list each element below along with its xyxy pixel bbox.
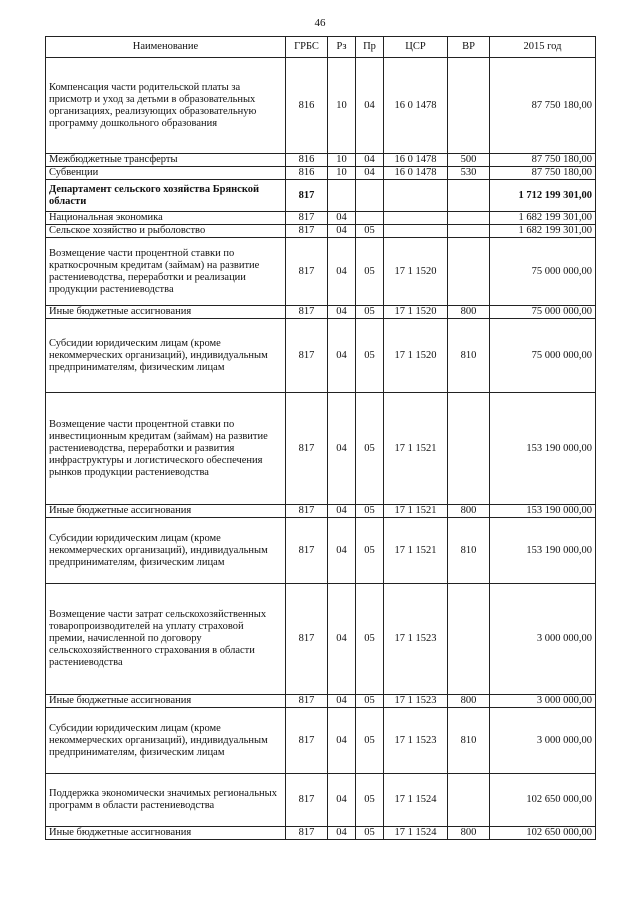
row-pr: 05 [356,774,384,827]
row-csr: 17 1 1520 [384,319,448,393]
header-pr: Пр [356,37,384,58]
row-rz: 10 [328,154,356,167]
row-csr [384,212,448,225]
row-grbs: 816 [286,154,328,167]
row-amount: 153 190 000,00 [490,518,596,584]
row-rz: 10 [328,167,356,180]
row-vr: 530 [448,167,490,180]
row-csr: 17 1 1520 [384,306,448,319]
row-csr: 17 1 1523 [384,708,448,774]
budget-table [45,36,596,840]
row-pr: 05 [356,708,384,774]
row-vr: 800 [448,306,490,319]
row-pr [356,180,384,212]
row-vr [448,238,490,306]
row-rz: 04 [328,774,356,827]
row-name: Субсидии юридическим лицам (кроме некоммерческих организаций), индивидуальным предпринимателям, физическим лицам [46,319,286,393]
row-amount: 1 712 199 301,00 [490,180,596,212]
row-amount: 87 750 180,00 [490,154,596,167]
row-name: Возмещение части процентной ставки по инвестиционным кредитам (займам) на развитие растениеводства, переработки и развития инфраструктуры и логистического обеспечения рынков продукции растениеводства [46,393,286,505]
row-grbs: 816 [286,58,328,154]
row-vr [448,393,490,505]
row-rz: 04 [328,505,356,518]
header-name: Наименование [46,37,286,58]
row-name: Сельское хозяйство и рыболовство [46,225,286,238]
row-vr: 810 [448,518,490,584]
row-pr: 05 [356,505,384,518]
row-rz: 10 [328,58,356,154]
row-pr: 04 [356,154,384,167]
row-name: Национальная экономика [46,212,286,225]
row-grbs: 816 [286,167,328,180]
row-grbs: 817 [286,306,328,319]
row-pr: 05 [356,393,384,505]
row-pr: 04 [356,58,384,154]
row-name: Субвенции [46,167,286,180]
row-csr: 16 0 1478 [384,58,448,154]
row-grbs: 817 [286,584,328,695]
row-name: Поддержка экономически значимых региональных программ в области растениеводства [46,774,286,827]
table-row [46,180,596,212]
table-row [46,518,596,584]
row-name: Департамент сельского хозяйства Брянской области [46,180,286,212]
row-name: Компенсация части родительской платы за присмотр и уход за детьми в образовательных организациях, реализующих образовательную программу дошкольного образования [46,58,286,154]
row-vr [448,584,490,695]
row-vr [448,774,490,827]
row-name: Возмещение части затрат сельскохозяйственных товаропроизводителей на уплату страховой премии, начисленной по договору сельскохозяйственного страхования в области растениеводства [46,584,286,695]
row-vr: 800 [448,827,490,840]
row-csr: 16 0 1478 [384,154,448,167]
table-row [46,319,596,393]
row-amount: 75 000 000,00 [490,306,596,319]
row-pr: 04 [356,167,384,180]
row-grbs: 817 [286,393,328,505]
row-csr: 16 0 1478 [384,167,448,180]
row-rz: 04 [328,584,356,695]
header-csr: ЦСР [384,37,448,58]
row-csr: 17 1 1521 [384,518,448,584]
row-amount: 75 000 000,00 [490,319,596,393]
row-csr [384,225,448,238]
table-row [46,58,596,154]
row-grbs: 817 [286,319,328,393]
row-vr: 500 [448,154,490,167]
row-grbs: 817 [286,695,328,708]
table-row [46,695,596,708]
row-pr: 05 [356,584,384,695]
row-name: Иные бюджетные ассигнования [46,505,286,518]
row-rz: 04 [328,708,356,774]
row-rz: 04 [328,212,356,225]
row-csr: 17 1 1521 [384,505,448,518]
row-amount: 1 682 199 301,00 [490,212,596,225]
row-amount: 3 000 000,00 [490,695,596,708]
row-csr [384,180,448,212]
row-grbs: 817 [286,518,328,584]
row-grbs: 817 [286,708,328,774]
row-grbs: 817 [286,827,328,840]
table-row [46,774,596,827]
row-amount: 153 190 000,00 [490,505,596,518]
row-amount: 87 750 180,00 [490,167,596,180]
row-name: Иные бюджетные ассигнования [46,306,286,319]
row-pr: 05 [356,306,384,319]
row-rz: 04 [328,225,356,238]
table-row [46,708,596,774]
table-row [46,212,596,225]
row-rz: 04 [328,827,356,840]
row-csr: 17 1 1524 [384,774,448,827]
row-name: Иные бюджетные ассигнования [46,695,286,708]
table-row [46,238,596,306]
row-vr [448,58,490,154]
table-row [46,167,596,180]
table-row [46,306,596,319]
row-grbs: 817 [286,774,328,827]
row-vr [448,180,490,212]
row-grbs: 817 [286,238,328,306]
row-csr: 17 1 1520 [384,238,448,306]
row-vr [448,225,490,238]
row-name: Субсидии юридическим лицам (кроме некоммерческих организаций), индивидуальным предпринимателям, физическим лицам [46,518,286,584]
row-pr: 05 [356,518,384,584]
row-pr [356,212,384,225]
row-amount: 3 000 000,00 [490,584,596,695]
header-amount: 2015 год [490,37,596,58]
row-rz: 04 [328,393,356,505]
header-grbs: ГРБС [286,37,328,58]
header-vr: ВР [448,37,490,58]
row-pr: 05 [356,238,384,306]
row-rz: 04 [328,238,356,306]
row-rz: 04 [328,319,356,393]
row-vr: 800 [448,695,490,708]
row-grbs: 817 [286,505,328,518]
row-amount: 75 000 000,00 [490,238,596,306]
row-vr: 810 [448,319,490,393]
row-pr: 05 [356,225,384,238]
page-number: 46 [314,17,326,29]
row-amount: 87 750 180,00 [490,58,596,154]
row-rz: 04 [328,695,356,708]
table-row [46,505,596,518]
table-row [46,827,596,840]
header-rz: Рз [328,37,356,58]
row-rz: 04 [328,306,356,319]
row-grbs: 817 [286,180,328,212]
row-pr: 05 [356,319,384,393]
row-csr: 17 1 1524 [384,827,448,840]
row-rz [328,180,356,212]
row-grbs: 817 [286,212,328,225]
row-amount: 1 682 199 301,00 [490,225,596,238]
table-row [46,393,596,505]
row-csr: 17 1 1521 [384,393,448,505]
row-pr: 05 [356,695,384,708]
row-csr: 17 1 1523 [384,584,448,695]
row-amount: 102 650 000,00 [490,774,596,827]
row-name: Субсидии юридическим лицам (кроме некоммерческих организаций), индивидуальным предпринимателям, физическим лицам [46,708,286,774]
row-vr [448,212,490,225]
table-row [46,154,596,167]
row-name: Иные бюджетные ассигнования [46,827,286,840]
row-rz: 04 [328,518,356,584]
row-pr: 05 [356,827,384,840]
row-name: Возмещение части процентной ставки по краткосрочным кредитам (займам) на развитие растениеводства, переработки и реализации продукции растениеводства [46,238,286,306]
row-amount: 3 000 000,00 [490,708,596,774]
row-csr: 17 1 1523 [384,695,448,708]
row-name: Межбюджетные трансферты [46,154,286,167]
table-row [46,584,596,695]
table-row [46,225,596,238]
row-vr: 810 [448,708,490,774]
row-amount: 102 650 000,00 [490,827,596,840]
row-grbs: 817 [286,225,328,238]
table-header-row [46,37,596,58]
row-amount: 153 190 000,00 [490,393,596,505]
row-vr: 800 [448,505,490,518]
